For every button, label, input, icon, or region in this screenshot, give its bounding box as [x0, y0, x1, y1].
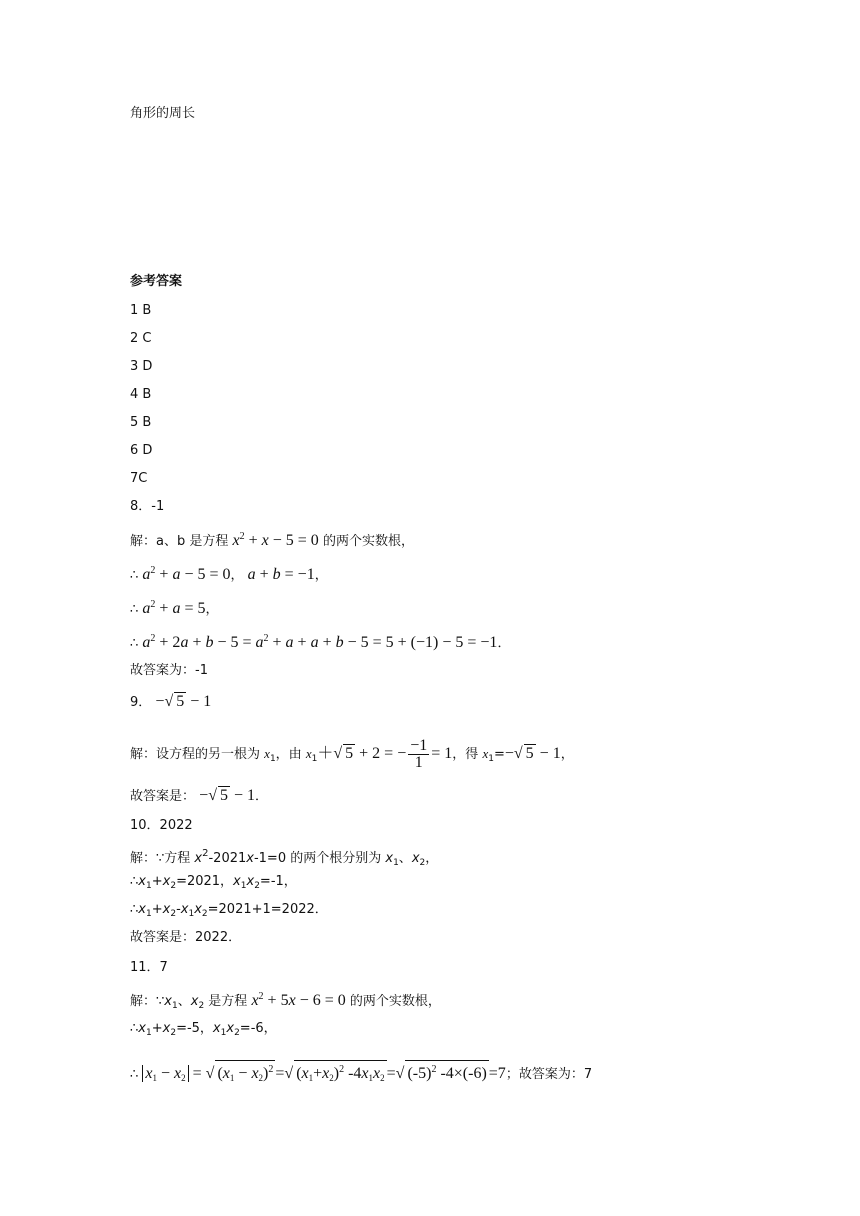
- q8-line-3: ∴ $a^2 + a = 5$，: [130, 599, 219, 617]
- q8-line-1: 解：a、b 是方程 $x^2 + x - 5 = 0$ 的两个实数根，: [130, 531, 414, 549]
- q10-head: 10．2022: [130, 818, 193, 833]
- q8-line-2: ∴ $a^2 + a - 5 = 0$， a + b = −1，: [130, 565, 328, 583]
- q10-final: 故答案是：2022．: [130, 930, 242, 945]
- section-title: 参考答案: [130, 274, 183, 289]
- top-fragment: 角形的周长: [130, 106, 196, 121]
- answer-7: 7C: [130, 471, 148, 486]
- answer-4: 4 B: [130, 387, 152, 402]
- q10-line-3: $\therefore x_1+x_2-x_1x_2=2021+1=2022$．: [130, 902, 328, 919]
- answer-6: 6 D: [130, 443, 153, 458]
- q11-head: 11．7: [130, 960, 168, 975]
- q9-line-1: 解：设方程的另一根为 $x_1$，由 $x_1+√$ 5 + 2 = − $\frac{-1}{1}$ = 1，得 $x_1=-√$ 5 − 1，: [130, 737, 574, 771]
- q11-line-1: 解：$\because x_1$、$x_2$ 是方程 $x^2 + 5x - 6 = 0$ 的两个实数根，: [130, 991, 441, 1011]
- q8-head: 8．-1: [130, 499, 165, 514]
- q10-line-2: $\therefore x_1+x_2=2021$，$x_1x_2=-1$，: [130, 874, 297, 891]
- q8-final: 故答案为：-1: [130, 663, 208, 678]
- answer-1: 1 B: [130, 303, 152, 318]
- q11-line-2: $\therefore x_1+x_2=-5$，$x_1x_2=-6$，: [130, 1021, 277, 1038]
- answer-3: 3 D: [130, 359, 153, 374]
- q8-line-4: ∴ $a^2 + 2a + b - 5 = a^2 + a + a + b - 5 = 5 + (-1) - 5 = -1$．: [130, 633, 511, 651]
- answer-5: 5 B: [130, 415, 152, 430]
- q11-line-3: ∴ $x_1 - x_2$ = √ $(x_1 - x_2)^2$ =√ $(x_1+x_2)^2$ $-4x_1x_2$ =√ $(-5)^2$ -4×(-6) =7；故答案为：7: [130, 1060, 592, 1087]
- q9-final: 故答案是： −√ 5 − 1．: [130, 787, 269, 804]
- q9-head: 9． −√ 5 − 1: [130, 693, 212, 710]
- answer-2: 2 C: [130, 331, 152, 346]
- q10-line-1: 解：∵方程 $x^2-2021x-1=0$ 的两个根分别为 $x_1$、$x_2$，: [130, 848, 439, 868]
